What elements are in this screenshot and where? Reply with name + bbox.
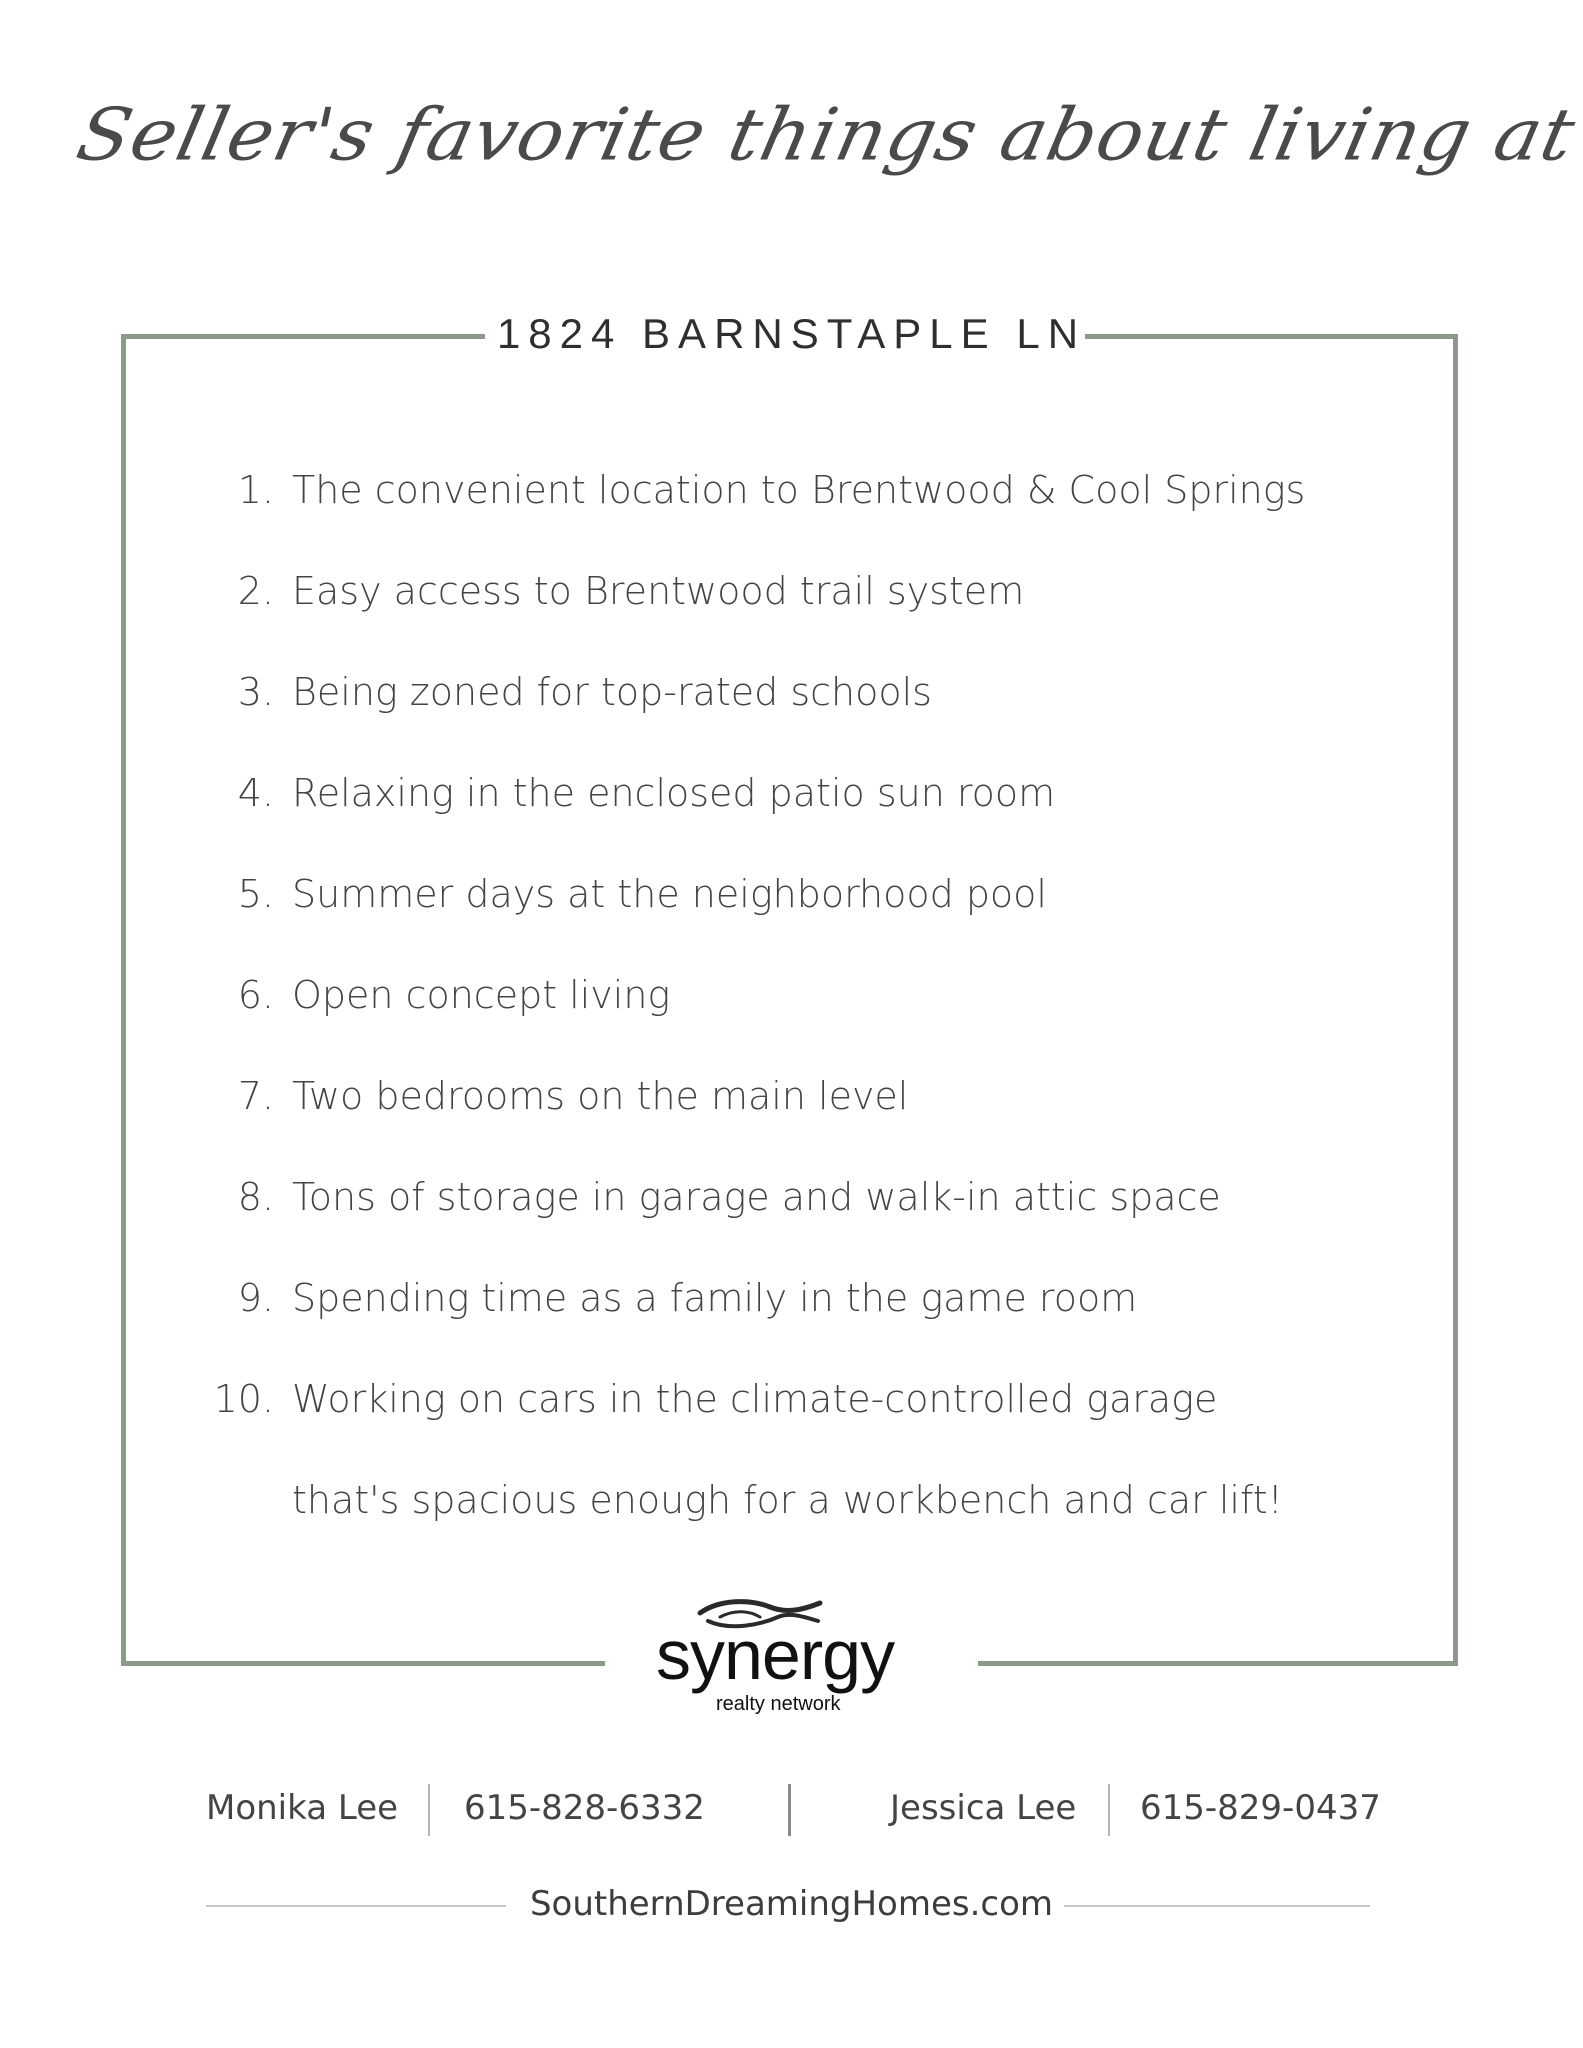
- frame-bottom-left-border: [121, 1661, 605, 1666]
- item-text: Summer days at the neighborhood pool: [292, 872, 1047, 916]
- logo-wordmark: synergy: [656, 1616, 895, 1694]
- list-item: [190, 1169, 1390, 1270]
- item-text: [292, 1371, 1390, 1528]
- agent2-phone[interactable]: 615-829-0437: [1140, 1788, 1381, 1828]
- frame-left-border: [121, 334, 126, 1666]
- frame-right-border: [1453, 334, 1458, 1666]
- item-number: 5.: [237, 872, 274, 916]
- list-item: [190, 765, 1390, 866]
- agents-divider: [788, 1784, 791, 1836]
- item-number: 7.: [237, 1074, 274, 1118]
- item-text: Easy access to Brentwood trail system: [292, 569, 1025, 613]
- item-text-line1: Working on cars in the climate-controlled garage: [292, 1377, 1218, 1421]
- list-item: [190, 967, 1390, 1068]
- list-item: [190, 462, 1390, 563]
- item-number: 2.: [237, 569, 274, 613]
- item-text-line2: that's spacious enough for a workbench and car lift!: [292, 1478, 1283, 1522]
- agent2-name: Jessica Lee: [890, 1788, 1077, 1828]
- list-item: [190, 1270, 1390, 1371]
- contact-divider: [428, 1784, 430, 1836]
- property-address: 1824 BARNSTAPLE LN: [496, 310, 1087, 357]
- agent1-name: Monika Lee: [206, 1788, 399, 1828]
- item-number: 4.: [237, 771, 274, 815]
- item-number: 3.: [237, 670, 274, 714]
- list-item: [190, 866, 1390, 967]
- item-text: Tons of storage in garage and walk-in attic space: [292, 1175, 1221, 1219]
- agent1-phone[interactable]: 615-828-6332: [464, 1788, 705, 1828]
- list-item: [190, 664, 1390, 765]
- script-title: Seller's favorite things about living at: [70, 92, 1583, 177]
- item-number: 9.: [237, 1276, 274, 1320]
- website-link[interactable]: SouthernDreamingHomes.com: [529, 1884, 1054, 1924]
- favorites-list: [190, 462, 1390, 1573]
- item-text: Open concept living: [292, 973, 671, 1017]
- list-item: [190, 1068, 1390, 1169]
- logo-subtitle: realty network: [716, 1693, 841, 1715]
- list-item: [190, 563, 1390, 664]
- item-text: Relaxing in the enclosed patio sun room: [292, 771, 1056, 815]
- item-text: Being zoned for top-rated schools: [292, 670, 932, 714]
- contact-divider: [1108, 1784, 1110, 1836]
- item-number: 10.: [213, 1377, 274, 1421]
- item-number: 6.: [237, 973, 274, 1017]
- list-item: [190, 1371, 1390, 1573]
- item-text: The convenient location to Brentwood & Cool Springs: [292, 468, 1306, 512]
- item-text: Two bedrooms on the main level: [292, 1074, 909, 1118]
- item-text: Spending time as a family in the game room: [292, 1276, 1138, 1320]
- frame-bottom-right-border: [978, 1661, 1458, 1666]
- item-number: 8.: [237, 1175, 274, 1219]
- item-number: 1.: [237, 468, 274, 512]
- synergy-logo: [650, 1595, 930, 1715]
